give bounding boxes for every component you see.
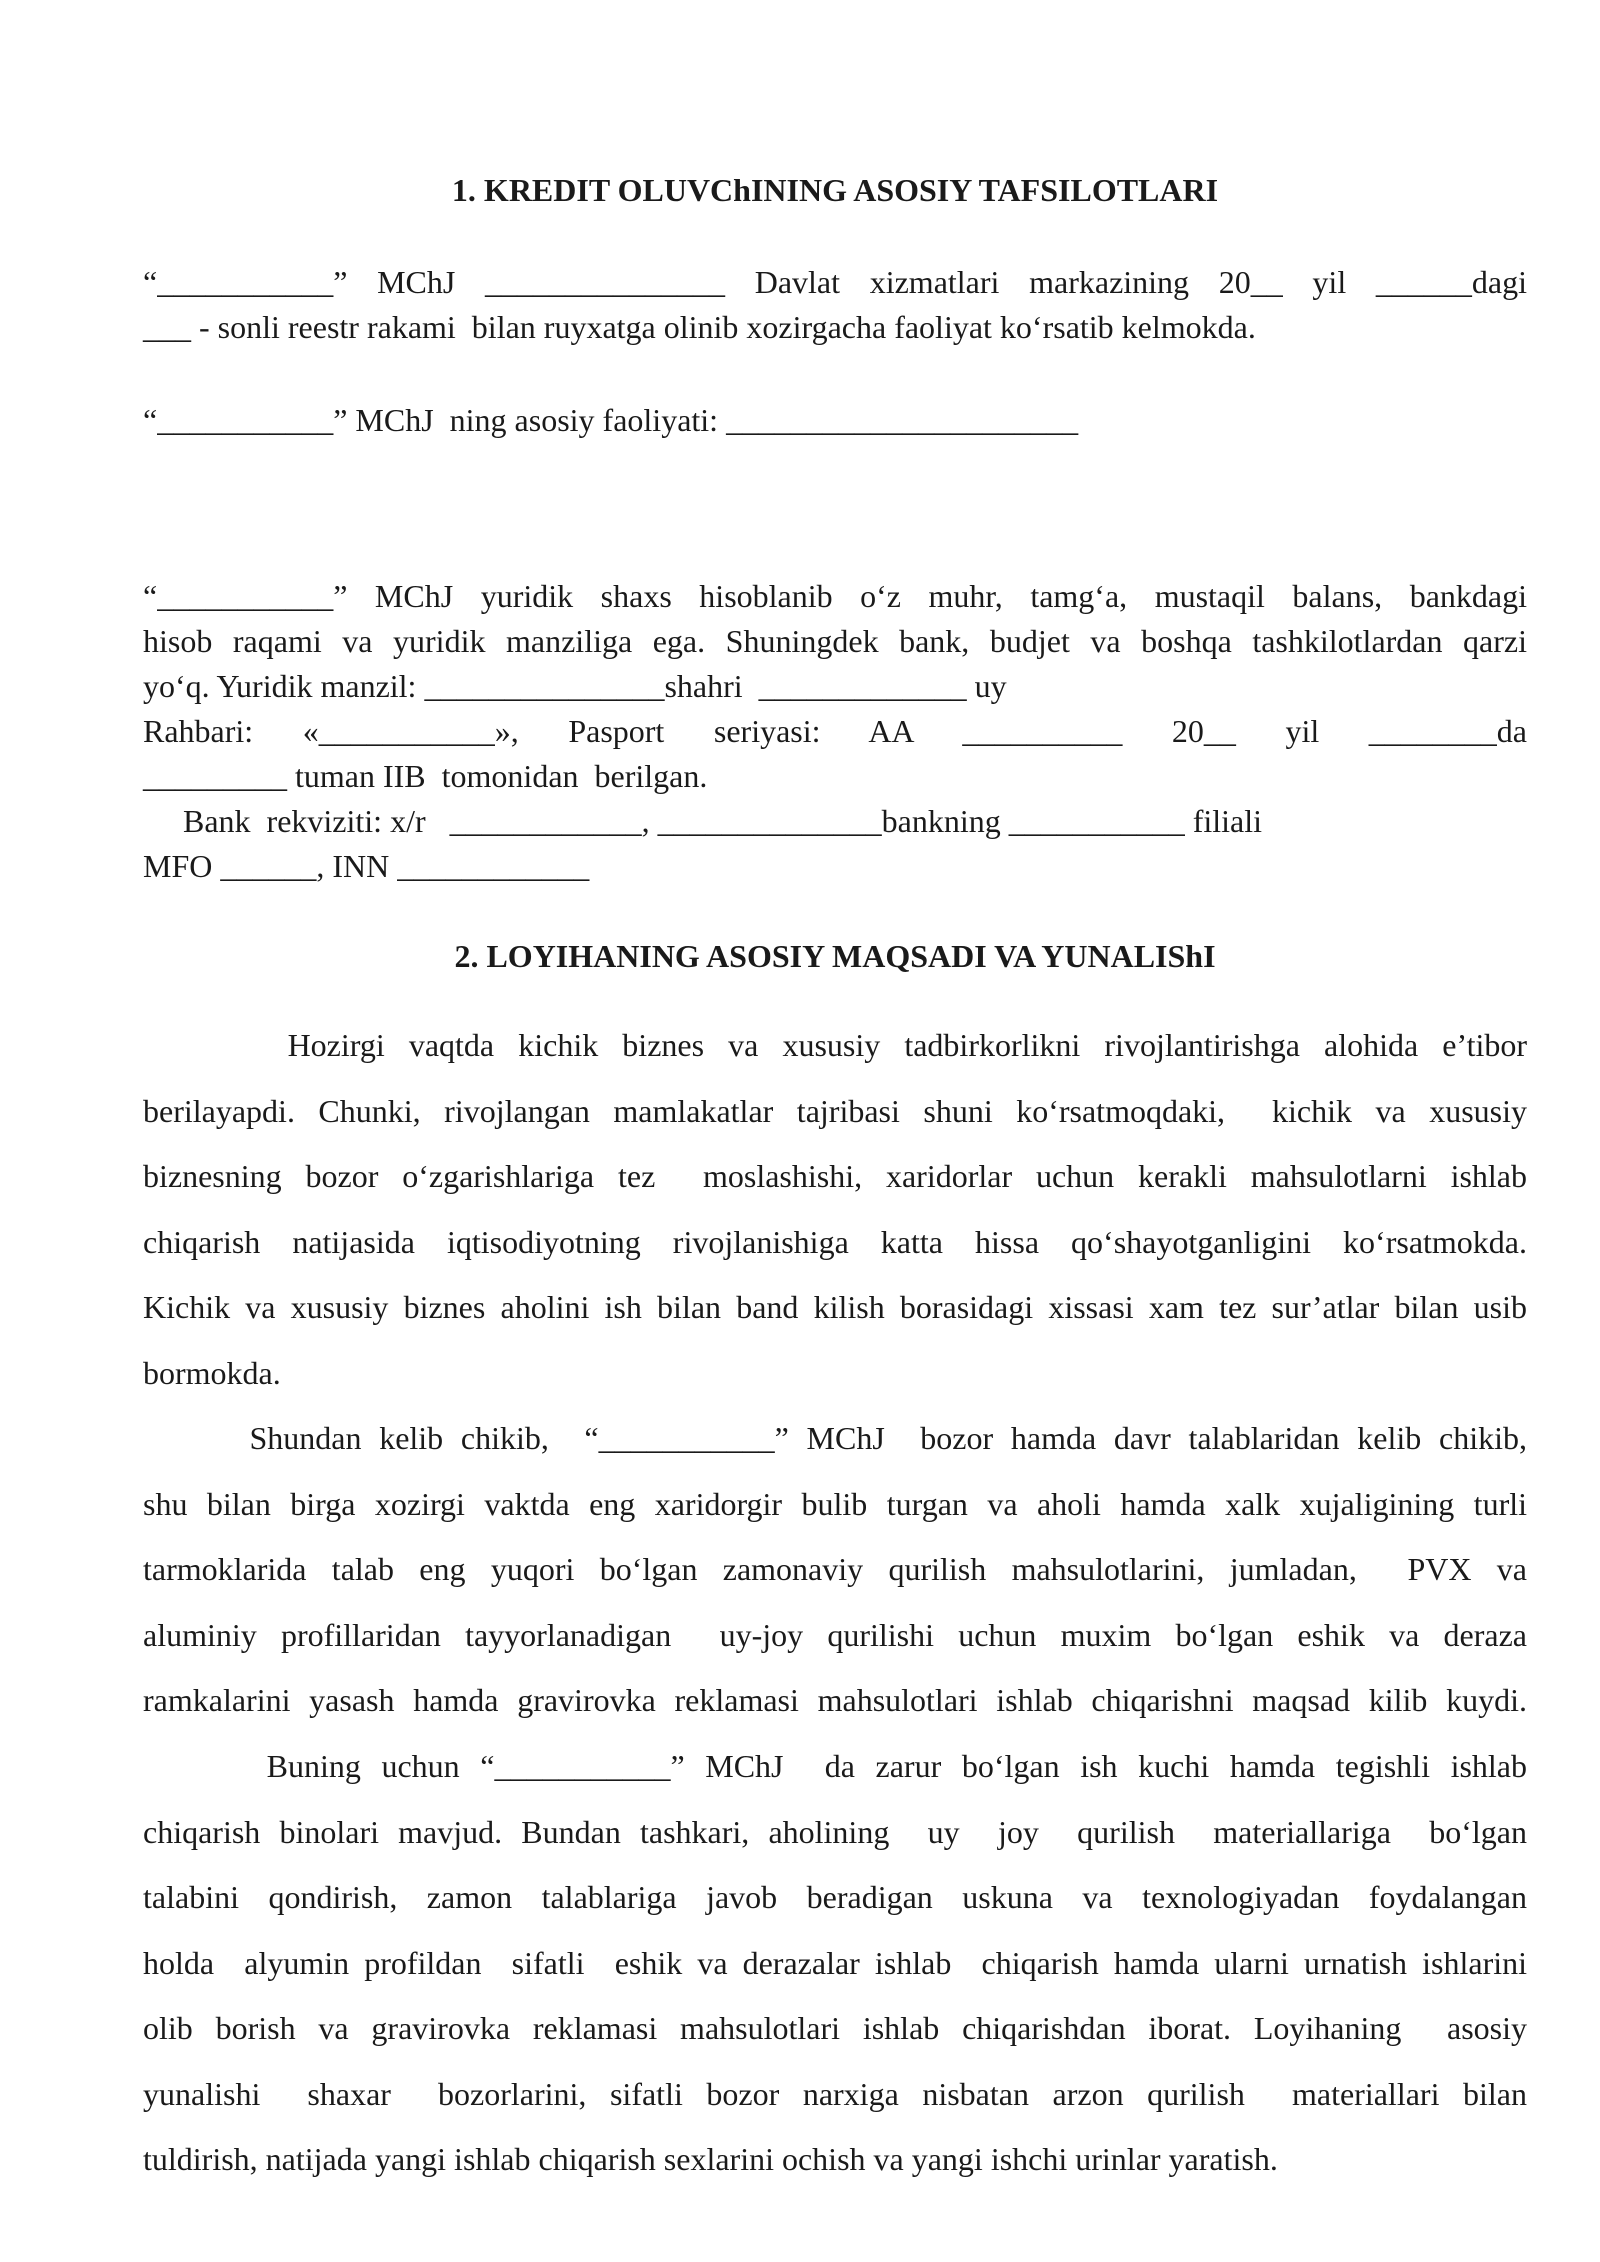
- main-activity-line: [143, 398, 1527, 443]
- section2-paragraph-2: [143, 1406, 1527, 1734]
- company-registration-paragraph: [143, 260, 1527, 350]
- text-line: tarmoklarida talab eng yuqori bo‘lgan zamonaviy qurilish mahsulotlarini, jumladan, PVX va: [143, 1551, 1527, 1587]
- text-line: olib borish va gravirovka reklamasi mahsulotlari ishlab chiqarishdan iborat. Loyihaning asosiy: [143, 2010, 1527, 2046]
- text-line: talabini qondirish, zamon talablariga javob beradigan uskuna va texnologiyadan foydalangan: [143, 1879, 1527, 1915]
- text-line: hisob raqami va yuridik manziliga ega. Shuningdek bank, budjet va boshqa tashkilotlardan qarzi: [143, 623, 1527, 659]
- section2-paragraph-1: [143, 1013, 1527, 1406]
- section2-paragraph-3: [143, 1734, 1527, 2193]
- text-line: _________ tuman IIB tomonidan berilgan.: [143, 758, 708, 794]
- text-line: biznesning bozor o‘zgarishlariga tez moslashishi, xaridorlar uchun kerakli mahsulotlarni ishlab: [143, 1158, 1527, 1194]
- legal-entity-paragraph: [143, 574, 1527, 889]
- text-line: chiqarish binolari mavjud. Bundan tashkari, aholining uy joy qurilish materiallariga bo‘lgan: [143, 1813, 1527, 1850]
- text-line: ramkalarini yasash hamda gravirovka reklamasi mahsulotlari ishlab chiqarishni maqsad kilib kuydi.: [143, 1682, 1527, 1718]
- text-line: bormokda.: [143, 1354, 281, 1391]
- text-line: chiqarish natijasida iqtisodiyotning rivojlanishiga katta hissa qo‘shayotganligini ko‘rsatmokda.: [143, 1223, 1527, 1260]
- text-line: MFO ______, INN ____________: [143, 848, 590, 884]
- text-line: ___ - sonli reestr rakami bilan ruyxatga olinib xozirgacha faoliyat ko‘rsatib kelmokda.: [143, 309, 1256, 345]
- text-line: Hozirgi vaqtda kichik biznes va xususiy tadbirkorlikni rivojlantirishga alohida e’tibor: [143, 1027, 1527, 1063]
- text-line: aluminiy profillaridan tayyorlanadigan uy-joy qurilishi uchun muxim bo‘lgan eshik va deraza: [143, 1616, 1527, 1653]
- text-line: Bank rekviziti: x/r ____________, ______________bankning ___________ filiali: [143, 803, 1263, 839]
- section1-heading: 1. KREDIT OLUVChINING ASOSIY TAFSILOTLARI: [451, 172, 1219, 208]
- text-line: “___________” MChJ _______________ Davlat xizmatlari markazining 20__ yil ______dagi: [143, 264, 1527, 300]
- text-line: Shundan kelib chikib, “___________” MChJ bozor hamda davr talablaridan kelib chikib,: [143, 1420, 1527, 1456]
- text-line: “___________” MChJ ning asosiy faoliyati: ______________________: [143, 402, 1079, 438]
- text-line: yunalishi shaxar bozorlarini, sifatli bozor narxiga nisbatan arzon qurilish materiallari bilan: [143, 2075, 1527, 2112]
- text-line: Kichik va xususiy biznes aholini ish bilan band kilish borasidagi xissasi xam tez sur’atlar bilan usib: [143, 1289, 1527, 1325]
- text-line: Buning uchun “___________” MChJ da zarur bo‘lgan ish kuchi hamda tegishli ishlab: [143, 1748, 1527, 1784]
- section2-heading: 2. LOYIHANING ASOSIY MAQSADI VA YUNALIShI: [454, 938, 1216, 974]
- text-line: Rahbari: «___________», Pasport seriyasi: AA __________ 20__ yil ________da: [143, 713, 1527, 749]
- text-line: berilayapdi. Chunki, rivojlangan mamlakatlar tajribasi shuni ko‘rsatmoqdaki, kichik va xususiy: [143, 1092, 1527, 1129]
- text-line: “___________” MChJ yuridik shaxs hisoblanib o‘z muhr, tamg‘a, mustaqil balans, bankdagi: [143, 578, 1527, 614]
- text-line: yo‘q. Yuridik manzil: _______________shahri _____________ uy: [143, 668, 1007, 704]
- text-line: shu bilan birga xozirgi vaktda eng xaridorgir bulib turgan va aholi hamda xalk xujaligining turli: [143, 1485, 1527, 1522]
- text-line: tuldirish, natijada yangi ishlab chiqarish sexlarini ochish va yangi ishchi urinlar yaratish.: [143, 2141, 1278, 2177]
- text-line: holda alyumin profildan sifatli eshik va derazalar ishlab chiqarish hamda ularni urnatish ishlarini: [143, 1944, 1527, 1981]
